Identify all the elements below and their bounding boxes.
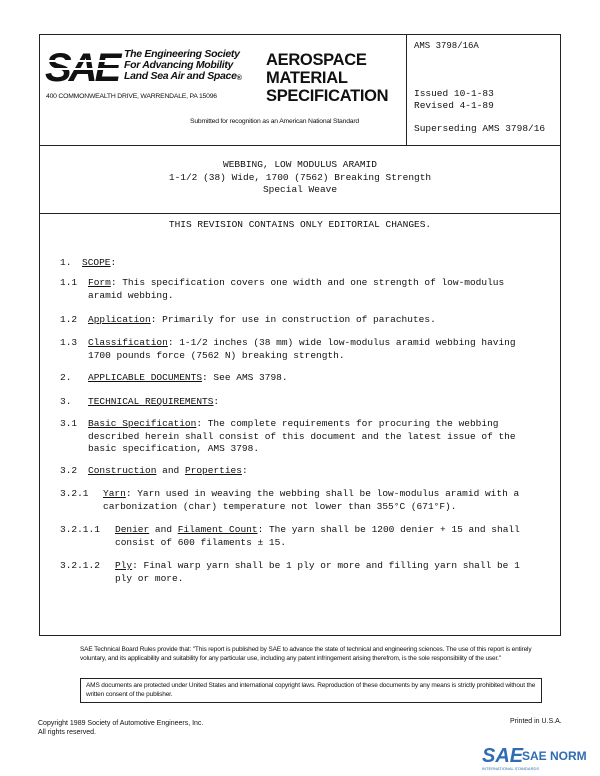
title-divider (40, 213, 560, 214)
header-divider (40, 145, 560, 146)
section-number: 2. (60, 372, 72, 383)
revision-note: THIS REVISION CONTAINS ONLY EDITORIAL CHANGES. (168, 219, 432, 230)
sae-norm-watermark (482, 742, 597, 772)
watermark-text: SAE NORM (522, 749, 587, 763)
section-number: 3. (60, 396, 72, 407)
sae-logo (45, 45, 127, 89)
section-title: Filament Count (177, 524, 258, 535)
section-number: 1.2 (60, 314, 78, 325)
section-yarn: Yarn: Yarn used in weaving the webbing shall be low-modulus aramid with a carbonization (char) temperature not lower than 355°C (671°F). (103, 488, 520, 512)
section-number: 1. (60, 257, 72, 268)
section-number: 3.2 (60, 465, 78, 476)
section-ply: Ply: Final warp yarn shall be 1 ply or more and filling yarn shall be 1 ply or more. (115, 560, 520, 584)
section-form: Form: This specification covers one width and one strength of low-modulus aramid webbing. (88, 277, 505, 301)
document-title (40, 159, 560, 197)
section-title: APPLICABLE DOCUMENTS (88, 372, 203, 383)
section-title: Application (88, 314, 151, 325)
copyright-line: All rights reserved. (38, 729, 96, 736)
copyright (38, 719, 203, 737)
society-line: The Engineering Society (124, 48, 240, 60)
section-title: Ply (115, 560, 133, 571)
section-number: 1.3 (60, 337, 78, 348)
superseding: Superseding AMS 3798/16 (414, 123, 546, 134)
section-basic-specification: Basic Specification: The complete requirements for procuring the webbing described herein shall consist of this document and the latest issue of the basic specification, AMS 3798. (88, 418, 516, 454)
section-denier: Denier and Filament Count: The yarn shall be 1200 denier + 15 and shall consist of 600 filaments ± 15. (115, 524, 520, 548)
watermark-sub: INTERNATIONAL STANDARDS (482, 766, 540, 771)
section-title: SCOPE (82, 257, 111, 268)
section-title: Denier (115, 524, 150, 535)
spec-type (266, 51, 388, 105)
section-title: Properties (184, 465, 242, 476)
section-number: 3.2.1.1 (60, 524, 100, 535)
title-line: 1-1/2 (38) Wide, 1700 (7562) Breaking Strength (168, 171, 432, 183)
section-title: Yarn (103, 488, 126, 499)
doc-number: AMS 3798/16A (414, 41, 479, 51)
address: 400 COMMONWEALTH DRIVE, WARRENDALE, PA 15096 (46, 93, 217, 100)
section-applicable-documents: APPLICABLE DOCUMENTS: See AMS 3798. (88, 372, 288, 383)
spec-type-line: MATERIAL (266, 69, 348, 87)
section-application: Application: Primarily for use in construction of parachutes. (88, 314, 436, 325)
printed-in: Printed in U.S.A. (510, 718, 562, 725)
registered-mark: ® (236, 75, 242, 82)
watermark-mark: SAE (482, 745, 524, 767)
copyright-line: Copyright 1989 Society of Automotive Engineers, Inc. (38, 720, 204, 727)
section-title: Classification (88, 337, 168, 348)
title-line: Special Weave (262, 184, 338, 195)
header-column-divider (406, 35, 407, 145)
society-tagline (124, 49, 242, 84)
copyright-notice-box: AMS documents are protected under United States and international copyright laws. Reproduction of these documents by any means is strictly prohibited without the written consent of the publisher. (80, 678, 542, 703)
spec-type-line: AEROSPACE (266, 51, 367, 69)
section-number: 3.2.1 (60, 488, 89, 499)
svg-text:SAE: SAE (45, 46, 119, 89)
society-line: For Advancing Mobility (124, 59, 234, 71)
issue-dates (414, 88, 494, 112)
revised-date: Revised 4-1-89 (414, 100, 494, 111)
section-number: 1.1 (60, 277, 78, 288)
title-line: WEBBING, LOW MODULUS ARAMID (223, 159, 377, 170)
section-scope: SCOPE: (82, 257, 117, 268)
section-construction: Construction and Properties: (88, 465, 248, 476)
society-line: Land Sea Air and Space® (124, 70, 242, 82)
technical-board-disclaimer: SAE Technical Board Rules provide that: "This report is published by SAE to advance the state of technical and engineering sciences. The use of this report is entirely voluntary, and its applicability and suitability for any particular use, including any patent infringement arising therefrom, is the sole responsibility of the user." (80, 646, 532, 662)
section-number: 3.1 (60, 418, 78, 429)
section-technical-requirements: TECHNICAL REQUIREMENTS: (88, 396, 220, 407)
spec-type-line: SPECIFICATION (266, 87, 389, 105)
submitted-note: Submitted for recognition as an American National Standard (190, 118, 359, 125)
section-title: Form (88, 277, 111, 288)
section-title: Construction (88, 465, 157, 476)
issued-date: Issued 10-1-83 (414, 88, 494, 99)
section-number: 3.2.1.2 (60, 560, 100, 571)
section-title: Basic Specification (88, 418, 197, 429)
section-classification: Classification: 1-1/2 inches (38 mm) wide low-modulus aramid webbing having 1700 pounds force (7562 N) breaking strength. (88, 337, 516, 361)
section-title: TECHNICAL REQUIREMENTS (88, 396, 214, 407)
